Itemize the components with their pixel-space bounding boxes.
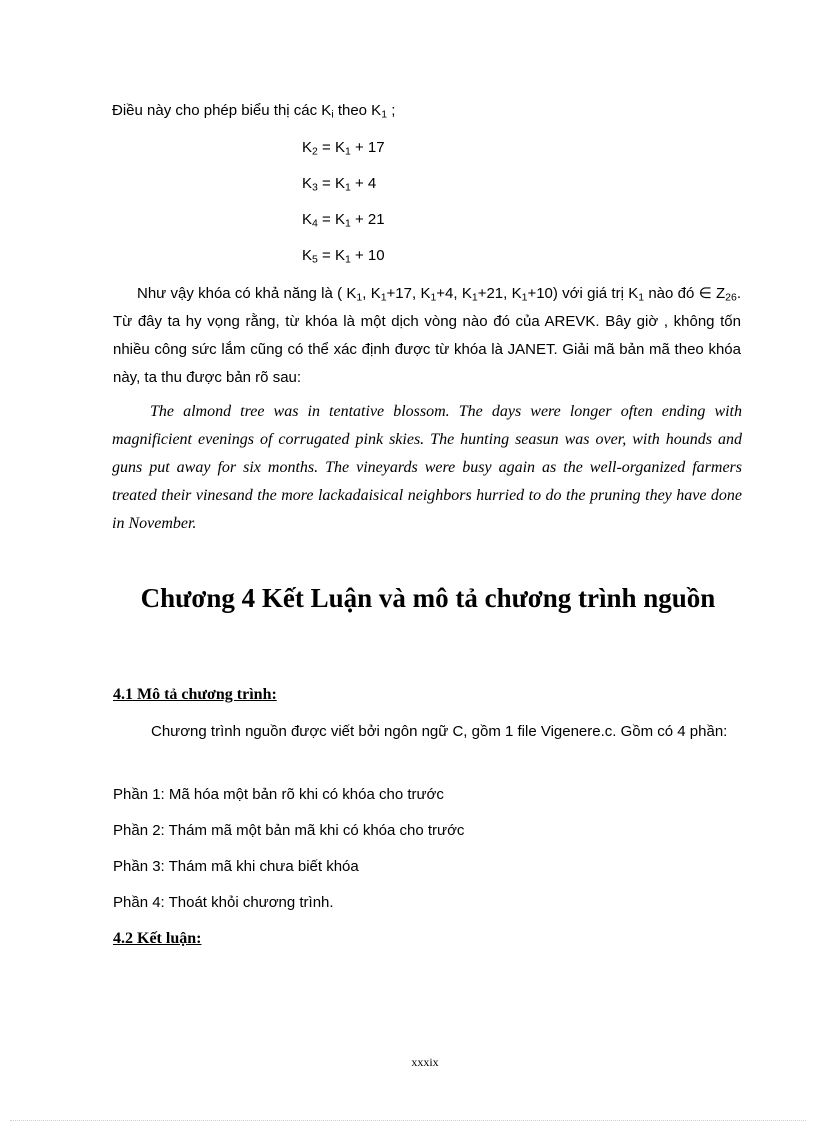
equation-k3: $K_3 = K_1 + 4$ xyxy=(302,175,377,194)
list-item: Phần 1: Mã hóa một bản rõ khi có khóa cho trước xyxy=(113,786,444,803)
list-item: Phần 3: Thám mã khi chưa biết khóa xyxy=(113,858,359,875)
section-heading-4-2: 4.2 Kết luận: xyxy=(113,930,202,947)
equation-k4: $K_4 = K_1 + 21$ xyxy=(302,211,385,230)
section-paragraph: Chương trình nguồn được viết bởi ngôn ngữ C, gồm 1 file Vigenere.c. Gồm có 4 phần: xyxy=(151,723,728,740)
intro-text: ; xyxy=(387,102,396,119)
chapter-title: Chương 4 Kết Luận và mô tả chương trình nguồn xyxy=(140,583,716,613)
page-edge-divider xyxy=(10,1120,806,1121)
intro-text: theo K xyxy=(333,102,382,119)
subscript: i xyxy=(331,108,334,121)
section-heading-4-1: 4.1 Mô tả chương trình: xyxy=(113,686,277,703)
intro-text: Điều này cho phép biểu thị các K xyxy=(112,102,332,119)
page-number: xxxix xyxy=(411,1055,439,1069)
list-item: Phần 4: Thoát khỏi chương trình. xyxy=(113,894,334,911)
plaintext-quote: The almond tree was in tentative blossom. The days were longer often ending with magnificient evenings of corrugated pink skies. The hunting seasun was over, with hounds and guns put away for six months. The vineyards were busy again as the well-organized farmers treated their vinesand the more lackadaisical neighbors hurried to do the pruning they have done in November. xyxy=(112,403,742,532)
subscript: 1 xyxy=(381,108,388,121)
equation-k2: $K_2 = K_1 + 17$ xyxy=(302,139,385,158)
equation-k5: $K_5 = K_1 + 10$ xyxy=(302,247,385,266)
intro-line xyxy=(112,101,395,121)
key-paragraph: Như vậy khóa có khả năng là ( $K_1$, $K_1+17$, $K_1+4$, $K_1+21$, $K_1+10$) với giá trị $K_1$ nào đó ∈ $Z_{26}$. Từ đây ta hy vọng rằng, từ khóa là một dịch vòng nào đó của AREVK. Bây giờ , không tốn nhiều công sức lắm cũng có thể xác định được từ khóa là JANET. Giải mã bản mã theo khóa này, ta thu được bản rõ sau: xyxy=(113,285,741,386)
list-item: Phần 2: Thám mã một bản mã khi có khóa cho trước xyxy=(113,822,465,839)
